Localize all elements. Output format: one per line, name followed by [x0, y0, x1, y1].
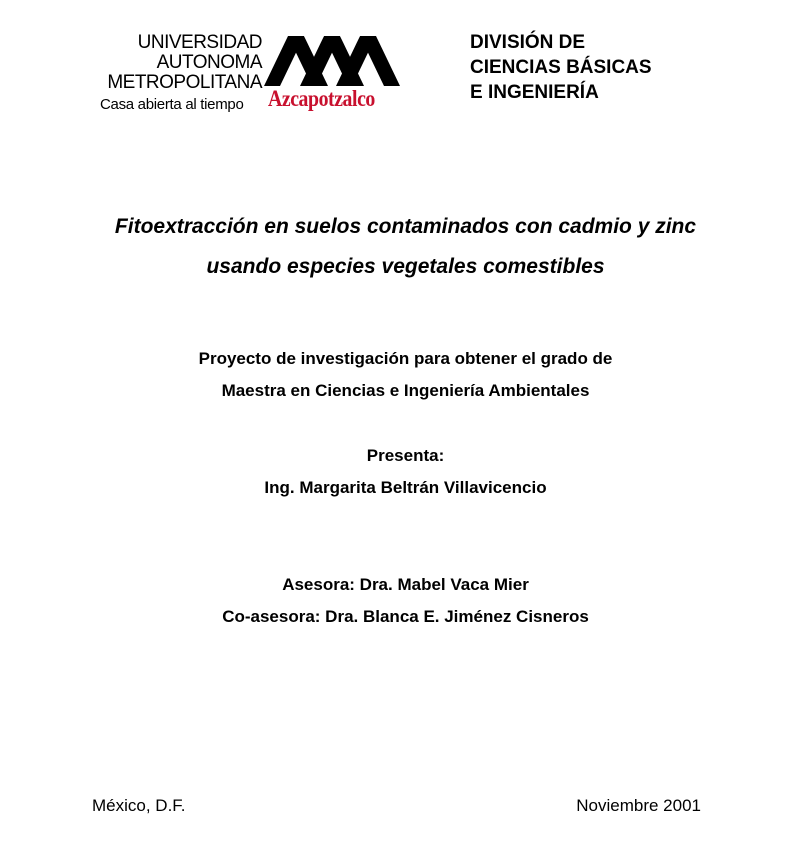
- university-name-line-1: UNIVERSIDAD: [137, 32, 262, 53]
- co-advisor-line: Co-asesora: Dra. Blanca E. Jiménez Cisneros: [222, 607, 589, 626]
- degree-statement: [0, 343, 811, 407]
- division-line-2: CIENCIAS BÁSICAS: [470, 57, 652, 78]
- advisor-line: Asesora: Dra. Mabel Vaca Mier: [282, 575, 529, 594]
- campus-name: Azcapotzalco: [268, 86, 375, 111]
- presenter-name: Ing. Margarita Beltrán Villavicencio: [264, 478, 547, 497]
- presenter-block: [0, 440, 811, 504]
- advisors-block: [0, 569, 811, 633]
- degree-line-1: Proyecto de investigación para obtener el grado de: [198, 349, 613, 368]
- thesis-title-line-2: usando especies vegetales comestibles: [206, 255, 605, 278]
- degree-line-2: Maestra en Ciencias e Ingeniería Ambientales: [221, 381, 590, 400]
- division-heading: [470, 30, 652, 105]
- university-name-line-3: METROPOLITANA: [107, 72, 262, 93]
- division-line-3: E INGENIERÍA: [470, 82, 599, 103]
- presenter-label: Presenta:: [366, 446, 445, 465]
- university-tagline: Casa abierta al tiempo: [100, 96, 244, 113]
- uam-logo-icon: [264, 36, 410, 86]
- thesis-title: [0, 207, 811, 287]
- thesis-title-line-1: Fitoextracción en suelos contaminados con cadmio y zinc: [114, 215, 697, 238]
- university-name: [96, 33, 262, 93]
- division-line-1: DIVISIÓN DE: [470, 32, 586, 53]
- footer-place: México, D.F.: [92, 796, 186, 815]
- university-name-line-2: AUTONOMA: [156, 52, 262, 73]
- footer-date: Noviembre 2001: [576, 796, 701, 815]
